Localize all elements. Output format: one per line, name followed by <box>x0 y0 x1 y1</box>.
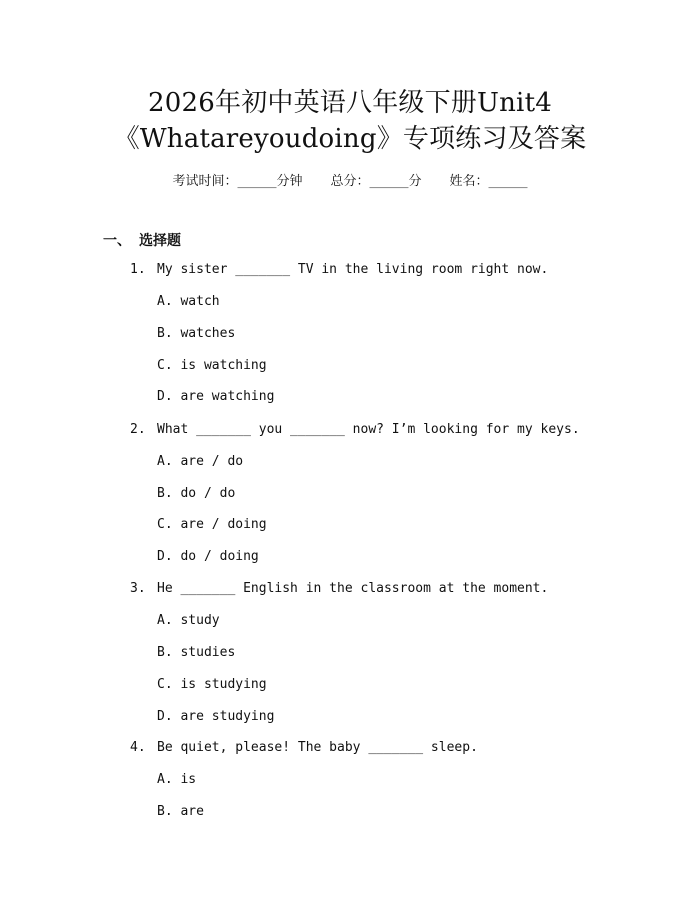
option-2b: B. do / do <box>157 486 236 501</box>
option-2c: C. are / doing <box>157 517 267 532</box>
total-score-field: 总分：______分 <box>330 174 422 189</box>
question-number: 3. <box>130 581 146 596</box>
question-number: 1. <box>130 262 146 277</box>
option-1a: A. watch <box>157 294 220 309</box>
question-2 <box>130 422 580 437</box>
section-number: 一、 <box>103 233 131 249</box>
option-1b: B. watches <box>157 326 236 341</box>
question-text: He _______ English in the classroom at the moment. <box>157 581 549 596</box>
option-3d: D. are studying <box>157 709 275 724</box>
option-4b: B. are <box>157 804 204 819</box>
question-number: 4. <box>130 740 146 755</box>
option-4a: A. is <box>157 772 197 787</box>
question-3 <box>130 581 548 596</box>
option-2a: A. are / do <box>157 454 244 469</box>
option-3a: A. study <box>157 613 220 628</box>
option-3c: C. is studying <box>157 677 267 692</box>
option-1c: C. is watching <box>157 358 267 373</box>
section-title: 选择题 <box>139 233 181 249</box>
question-1 <box>130 262 548 277</box>
option-3b: B. studies <box>157 645 236 660</box>
exam-info-line <box>0 170 700 189</box>
question-text: My sister _______ TV in the living room right now. <box>157 262 549 277</box>
section-heading <box>103 230 181 250</box>
question-text: Be quiet, please! The baby _______ sleep. <box>157 740 478 755</box>
question-4 <box>130 740 478 755</box>
question-text: What _______ you _______ now? I’m looking for my keys. <box>157 422 580 437</box>
option-1d: D. are watching <box>157 389 275 404</box>
question-number: 2. <box>130 422 146 437</box>
document-title-line-1: 2026年初中英语八年级下册Unit4 <box>148 88 552 118</box>
document-title-line-2: 《Whatareyoudoing》专项练习及答案 <box>113 124 587 154</box>
exam-time-field: 考试时间：______分钟 <box>172 174 303 189</box>
option-2d: D. do / doing <box>157 549 259 564</box>
student-name-field: 姓名：______ <box>449 174 528 189</box>
